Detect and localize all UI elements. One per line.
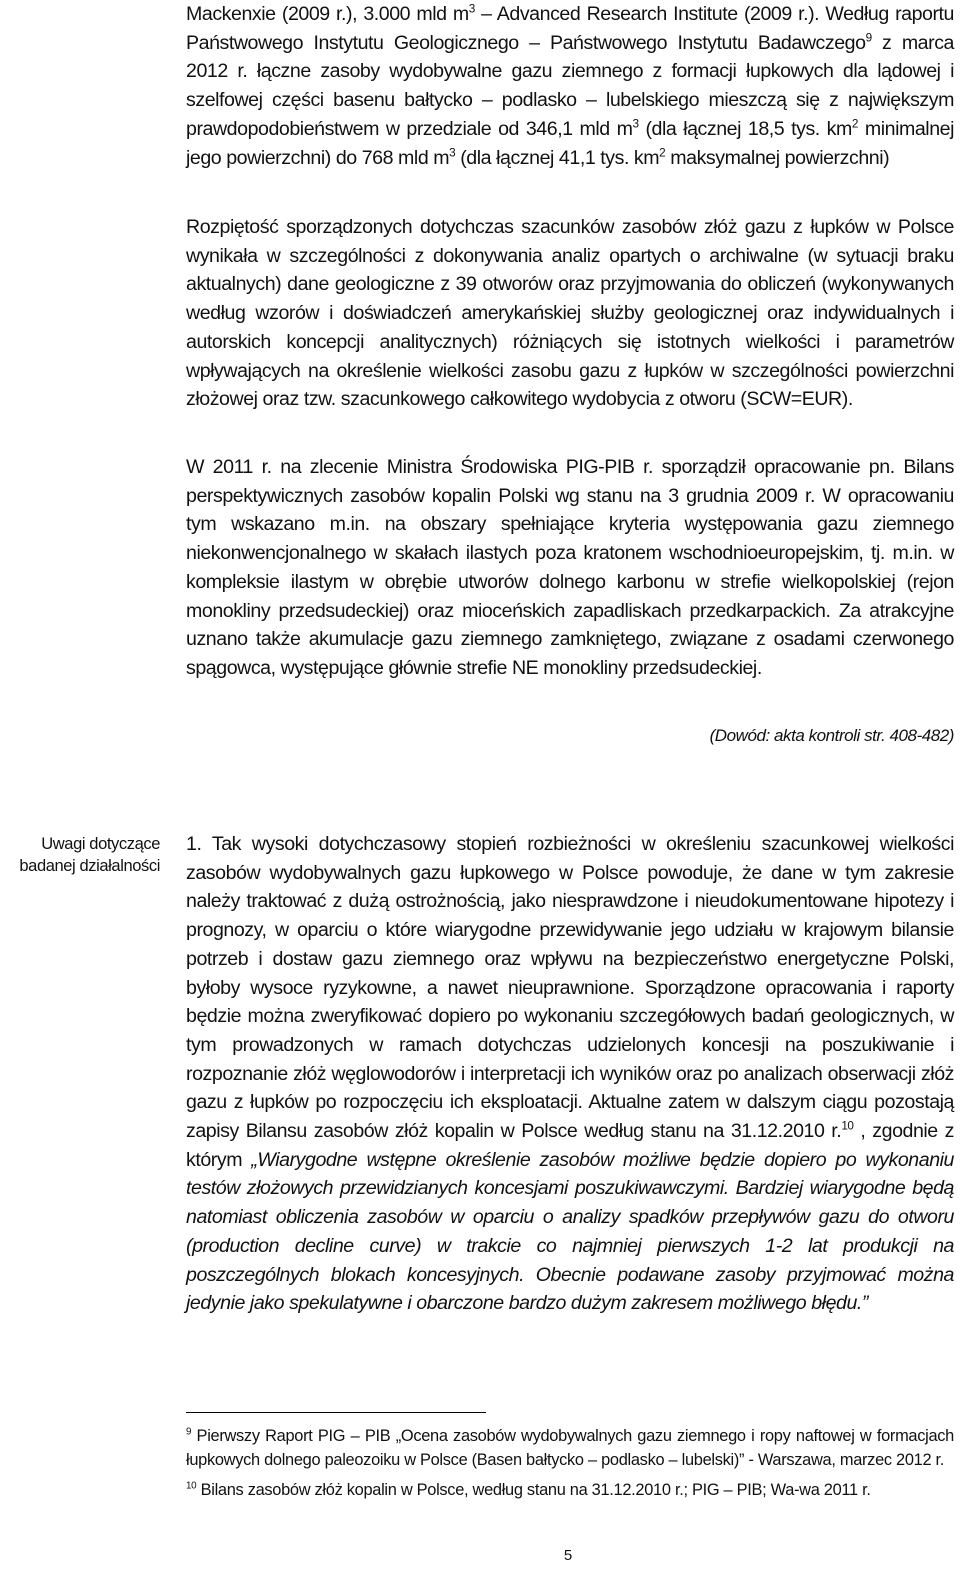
text-run: – Advanced Research Institute (2009 r.). Według raportu Państwowego Instytutu Geologicznego – Państwowego Instytutu Badawczego: [186, 3, 955, 54]
paragraph-estimate-range: [186, 213, 954, 414]
quoted-text: „Wiarygodne wstępne określenie zasobów możliwe będzie dopiero po wykonaniu testów złożowych przewidzianych koncesjami poszukiwawczymi. Bardziej wiarygodne będą natomiast obliczenia zasobów w oparciu o analizy spadków przepływów gazu do otworu (production decline curve) w trakcie co najmniej pierwszych 1-2 lat produkcji na poszczególnych blokach koncesyjnych. Obecnie podawane zasoby przyjmować można jedynie jako spekulatywne i obarczone bardzo dużym zakresem możliwego błędu.”: [186, 1148, 955, 1315]
footnote-text: Pierwszy Raport PIG – PIB „Ocena zasobów wydobywalnych gazu ziemnego i ropy naftowej w formacjach łupkowych dolnego paleozoiku w Polsce (Basen bałtycko – podlasko – lubelski)” - Warszawa, marzec 2012 r.: [186, 1427, 954, 1469]
text-run: , zgodnie z którym: [186, 1120, 954, 1171]
footnote-10: [186, 1478, 954, 1502]
side-label: Uwagi dotyczące badanej działalności: [19, 835, 160, 875]
paragraph-text: W 2011 r. na zlecenie Ministra Środowiska PIG-PIB r. sporządził opracowanie pn. Bilans perspektywicznych zasobów kopalin Polski wg stanu na 3 grudnia 2009 r. W opracowaniu tym wskazano m.in. na obszary spełniające kryteria występowania gazu ziemnego niekonwencjonalnego w skałach ilastych poza kratonem wschodnioeuropejskim, tj. m.in. w kompleksie ilastym w obrębie utworów dolnego karbonu w strefie wielkopolskiej (rejon monokliny przedsudeckiej) oraz mioceńskich zapadliskach przedkarpackich. Za atrakcyjne uznano także akumulacje gazu ziemnego zamkniętego, związane z osadami czerwonego spągowca, występujące głównie strefie NE monokliny przedsudeckiej.: [186, 456, 954, 679]
text-run: 1. Tak wysoki dotychczasowy stopień rozbieżności w określeniu szacunkowej wielkości zasobów wydobywalnych gazu łupkowego w Polsce powoduje, że dane w tym zakresie należy traktować z dużą ostrożnością, jako niesprawdzone i nieudokumentowane hipotezy i prognozy, w oparciu o które wiarygodne przewidywanie jego udziału w krajowym bilansie potrzeb i dostaw gazu ziemnego oraz wpływu na bezpieczeństwo energetyczne Polski, byłoby wysoce ryzykowne, a nawet nieuprawnione. Sporządzone opracowania i raporty będzie można zweryfikować dopiero po wykonaniu szczegółowych badań geologicznych, w tym prowadzonych w ramach dotychczas udzielonych koncesji na poszukiwanie i rozpoznanie złóż węglowodorów i interpretacji ich wyników oraz po analizach obserwacji złóż gazu z łupków po rozpoczęciu ich eksploatacji. Aktualne zatem w dalszym ciągu pozostają zapisy Bilansu zasobów złóż kopalin w Polsce według stanu na 31.12.2010 r.: [186, 833, 954, 1143]
paragraph-resources-estimate: [186, 0, 954, 172]
superscript: 3: [468, 2, 475, 16]
text-run: (dla łącznej 18,5 tys. km: [638, 117, 852, 140]
superscript: 3: [632, 117, 639, 131]
footnote-number: 9: [186, 1426, 192, 1438]
superscript: 2: [851, 117, 858, 131]
footnotes: [186, 1424, 954, 1508]
text-run: minimalnej jego powierzchni) do 768 mld m: [186, 117, 955, 169]
superscript: 2: [659, 145, 666, 159]
paragraph-remarks: [186, 830, 954, 1318]
text-run: maksymalnej powierzchni): [665, 146, 890, 169]
evidence-reference: (Dowód: akta kontroli str. 408-482): [709, 726, 954, 745]
footnote-separator: [186, 1412, 486, 1413]
paragraph-text: Rozpiętość sporządzonych dotychczas szacunków zasobów złóż gazu z łupków w Polsce wynikała w szczególności z dokonywania analiz opartych o archiwalne (w sytuacji braku aktualnych) dane geologiczne z 39 otworów oraz przyjmowania do obliczeń (wykonywanych według wzorów i doświadczeń amerykańskiej służby geologicznej oraz indywidualnych i autorskich koncepcji analitycznych) różniących się istotnych wielkości i parametrów wpływających na określenie wielkości zasobu gazu z łupków w szczególności powierzchni złożowej oraz tzw. szacunkowego całkowitego wydobycia z otworu (SCW=EUR).: [186, 216, 954, 411]
text-run: (dla łącznej 41,1 tys. km: [455, 146, 660, 169]
paragraph-2011-report: [186, 453, 954, 683]
footnote-text: Bilans zasobów złóż kopalin w Polsce, według stanu na 31.12.2010 r.; PIG – PIB; Wa-wa 2011 r.: [196, 1481, 871, 1499]
footnote-ref-9[interactable]: 9: [865, 31, 872, 45]
footnote-ref-10[interactable]: 10: [841, 1119, 854, 1133]
footnote-number: 10: [186, 1480, 197, 1492]
footnote-9: [186, 1424, 954, 1472]
text-run: z marca 2012 r. łączne zasoby wydobywalne gazu ziemnego z formacji łupkowych dla lądowej i szelfowej części basenu bałtycko – podlasko – lubelskiego mieszczą się z największym prawdopodobieństwem w przedziale od 346,1 mld m: [186, 31, 955, 140]
superscript: 3: [449, 145, 456, 159]
text-run: Mackenxie (2009 r.), 3.000 mld m: [186, 3, 469, 25]
page-number: 5: [563, 1547, 573, 1564]
